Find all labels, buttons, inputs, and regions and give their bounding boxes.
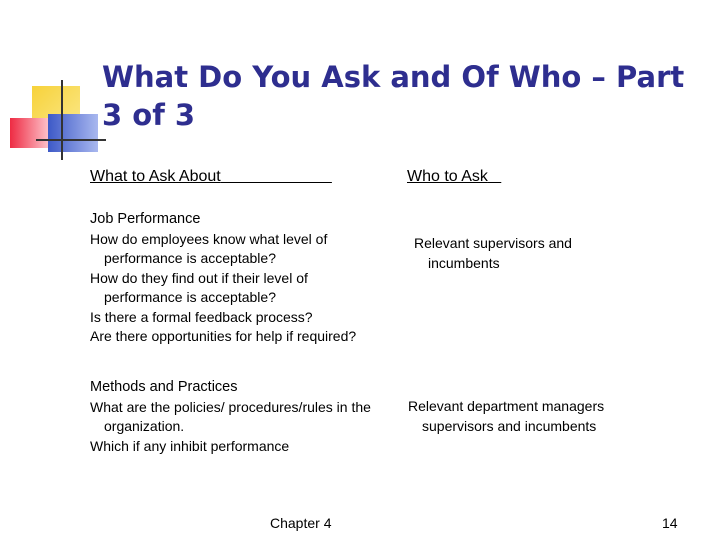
column-header-who: Who to Ask xyxy=(407,168,488,185)
who-to-ask-methods-practices: Relevant department managers supervisors and incumbents xyxy=(408,398,605,434)
page-number: 14 xyxy=(662,515,678,531)
red-square xyxy=(10,118,52,148)
question-item: Which if any inhibit performance xyxy=(90,437,290,454)
slide-title: What Do You Ask and Of Who – Part 3 of 3 xyxy=(102,60,685,132)
question-item: Are there opportunities for help if required? xyxy=(90,328,357,344)
decorative-squares-logo xyxy=(0,0,110,170)
section-heading: Methods and Practices xyxy=(90,379,238,395)
section-methods-practices xyxy=(90,378,380,456)
who-to-ask-job-performance: Relevant supervisors and incumbents xyxy=(414,235,572,271)
question-item: Is there a formal feedback process? xyxy=(90,308,313,325)
section-job-performance xyxy=(90,210,365,347)
section-heading: Job Performance xyxy=(90,211,201,227)
question-item: How do employees know what level of performance is acceptable? xyxy=(90,230,328,266)
column-header-what: What to Ask About xyxy=(90,168,221,185)
blue-square xyxy=(48,114,98,152)
footer-chapter: Chapter 4 xyxy=(270,515,332,531)
question-item: What are the policies/ procedures/rules in the organization. xyxy=(90,398,371,434)
question-item: How do they find out if their level of performance is acceptable? xyxy=(90,269,308,305)
